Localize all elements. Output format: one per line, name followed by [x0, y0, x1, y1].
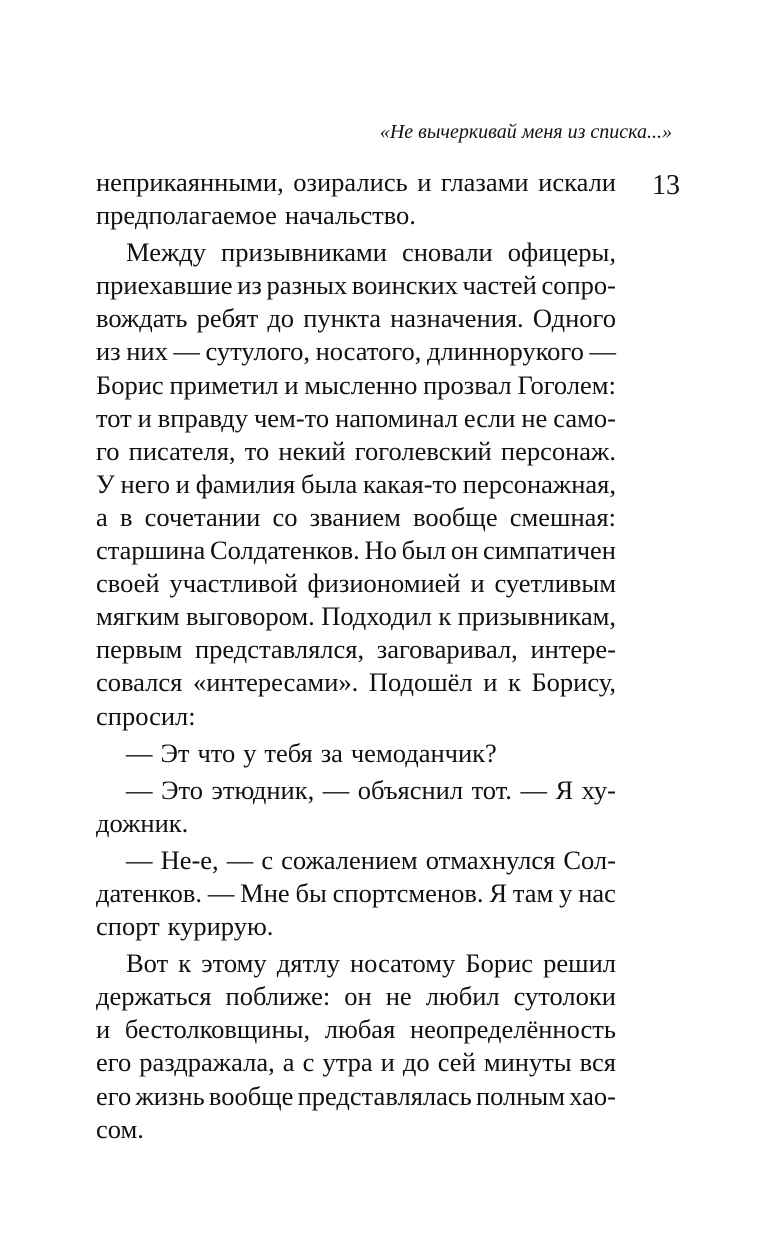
text-line: держаться поближе: он не любил сутолоки	[96, 981, 616, 1012]
text-line: Вот к этому дятлу носатому Борис решил	[126, 948, 616, 979]
page-number: 13	[652, 170, 680, 201]
text-line: тот и вправду чем-то напоминал если не само-	[96, 402, 616, 433]
body-text	[96, 166, 616, 1146]
text-line: старшина Солдатенков. Но был он симпатичен	[96, 535, 616, 566]
text-line: спорт курирую.	[96, 911, 274, 942]
text-line: из них — сутулого, носатого, длиннорукого —	[96, 336, 616, 367]
text-line: дожник.	[96, 807, 189, 838]
text-line: — Это этюдник, — объяснил тот. — Я ху-	[126, 774, 616, 805]
text-line: Борис приметил и мысленно прозвал Гоголем:	[96, 369, 616, 400]
text-line: совался «интересами». Подошёл и к Борису,	[96, 667, 616, 698]
text-line: — Эт что у тебя за чемоданчик?	[126, 737, 497, 768]
text-line: Между призывниками сновали офицеры,	[126, 237, 616, 268]
text-line: го писателя, то некий гоголевский персонаж.	[96, 435, 616, 466]
text-line: а в сочетании со званием вообще смешная:	[96, 501, 616, 532]
text-line: его раздражала, а с утра и до сей минуты вся	[96, 1047, 616, 1078]
text-line: неприкаянными, озирались и глазами искали	[96, 167, 616, 197]
text-line: мягким выговором. Подходил к призывникам,	[96, 601, 616, 632]
text-line: и бестолковщины, любая неопределённость	[96, 1014, 616, 1045]
text-line: предполагаемое начальство.	[96, 200, 416, 231]
text-line: спросил:	[96, 700, 196, 731]
text-line: — Не-е, — с сожалением отмахнулся Сол-	[126, 844, 616, 875]
text-line: первым представлялся, заговаривал, интере-	[96, 634, 616, 665]
text-line: У него и фамилия была какая-то персонажная,	[96, 468, 616, 499]
text-line: своей участливой физиономией и суетливым	[96, 568, 616, 599]
text-line: вождать ребят до пункта назначения. Одного	[96, 303, 616, 334]
text-line: его жизнь вообще представлялась полным хао-	[96, 1080, 616, 1111]
text-line: приехавшие из разных воинских частей сопро-	[96, 270, 616, 301]
text-line: датенков. — Мне бы спортсменов. Я там у нас	[96, 877, 616, 908]
running-header: «Не вычеркивай меня из списка...»	[379, 121, 672, 143]
text-line: сом.	[96, 1113, 144, 1144]
